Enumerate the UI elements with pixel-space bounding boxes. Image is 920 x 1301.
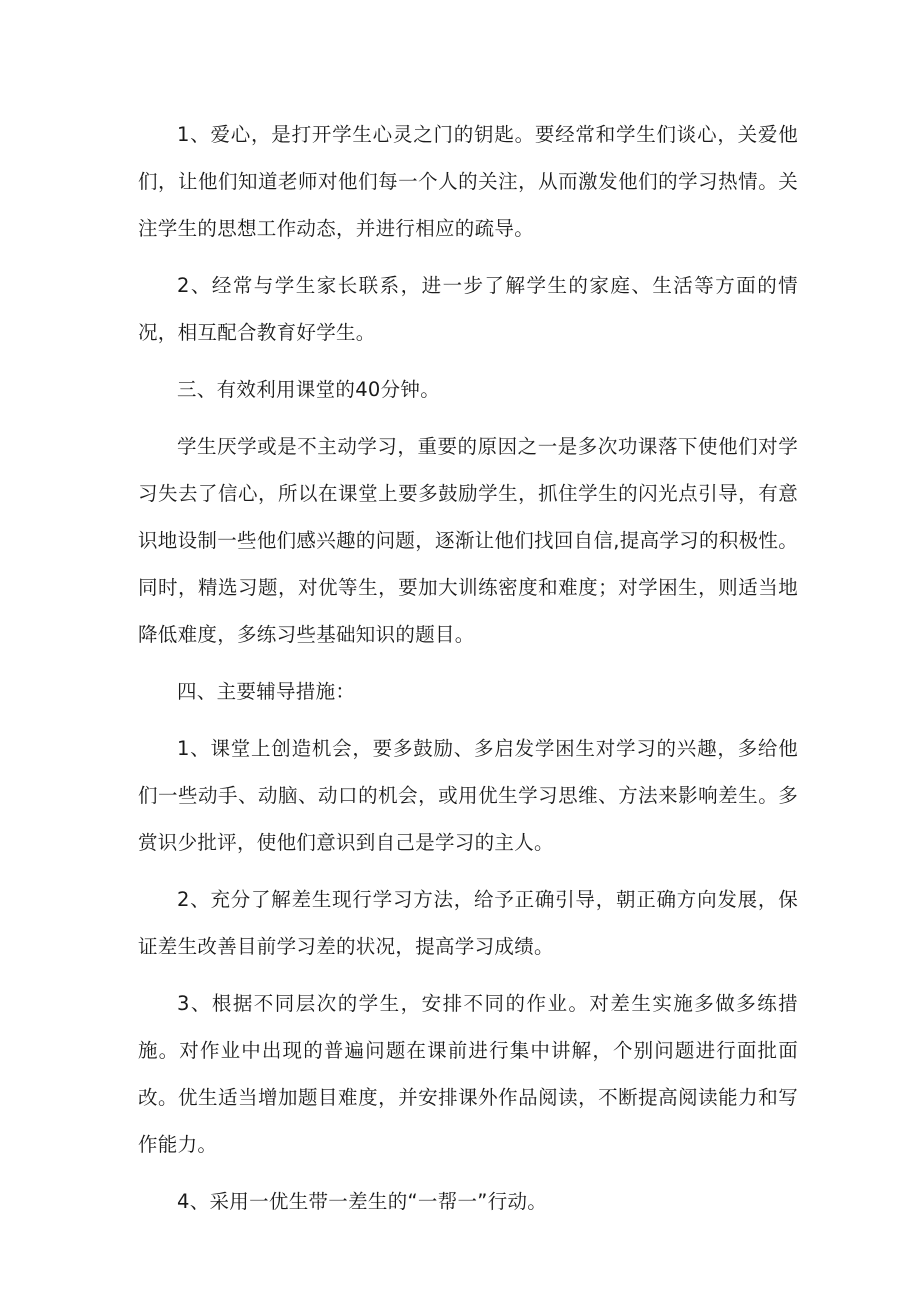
heading-classroom-40-minutes: 三、有效利用课堂的40分钟。 bbox=[177, 378, 441, 401]
paragraph-measure-3: 3、根据不同层次的学生，安排不同的作业。对差生实施多做多练措施。对作业中出现的普遍问题在课前进行集中讲解，个别问题进行面批面改。优生适当增加题目难度，并安排课外作品阅读，不断提高阅读能力和写作能力。 bbox=[138, 992, 798, 1156]
heading-tutoring-measures: 四、主要辅导措施： bbox=[177, 680, 356, 703]
paragraph-parent-contact: 2、经常与学生家长联系，进一步了解学生的家庭、生活等方面的情况，相互配合教育好学生。 bbox=[138, 274, 798, 344]
document-body bbox=[138, 111, 798, 1235]
paragraph-measure-2: 2、充分了解差生现行学习方法，给予正确引导，朝正确方向发展，保证差生改善目前学习差的状况，提高学习成绩。 bbox=[138, 888, 798, 958]
paragraph-measure-4: 4、采用一优生带一差生的“一帮一”行动。 bbox=[177, 1190, 548, 1213]
paragraph-encourage-students: 学生厌学或是不主动学习，重要的原因之一是多次功课落下使他们对学习失去了信心，所以在课堂上要多鼓励学生，抓住学生的闪光点引导，有意识地设制一些他们感兴趣的问题，逐渐让他们找回自信,提高学习的积极性。同时，精选习题，对优等生，要加大训练密度和难度；对学困生，则适当地降低难度，多练习些基础知识的题目。 bbox=[138, 435, 798, 646]
paragraph-care-key: 1、爱心，是打开学生心灵之门的钥匙。要经常和学生们谈心，关爱他们，让他们知道老师对他们每一个人的关注，从而激发他们的学习热情。关注学生的思想工作动态，并进行相应的疏导。 bbox=[138, 123, 798, 240]
paragraph-measure-1: 1、课堂上创造机会，要多鼓励、多启发学困生对学习的兴趣，多给他们一些动手、动脑、动口的机会，或用优生学习思维、方法来影响差生。多赏识少批评，使他们意识到自己是学习的主人。 bbox=[138, 737, 798, 854]
